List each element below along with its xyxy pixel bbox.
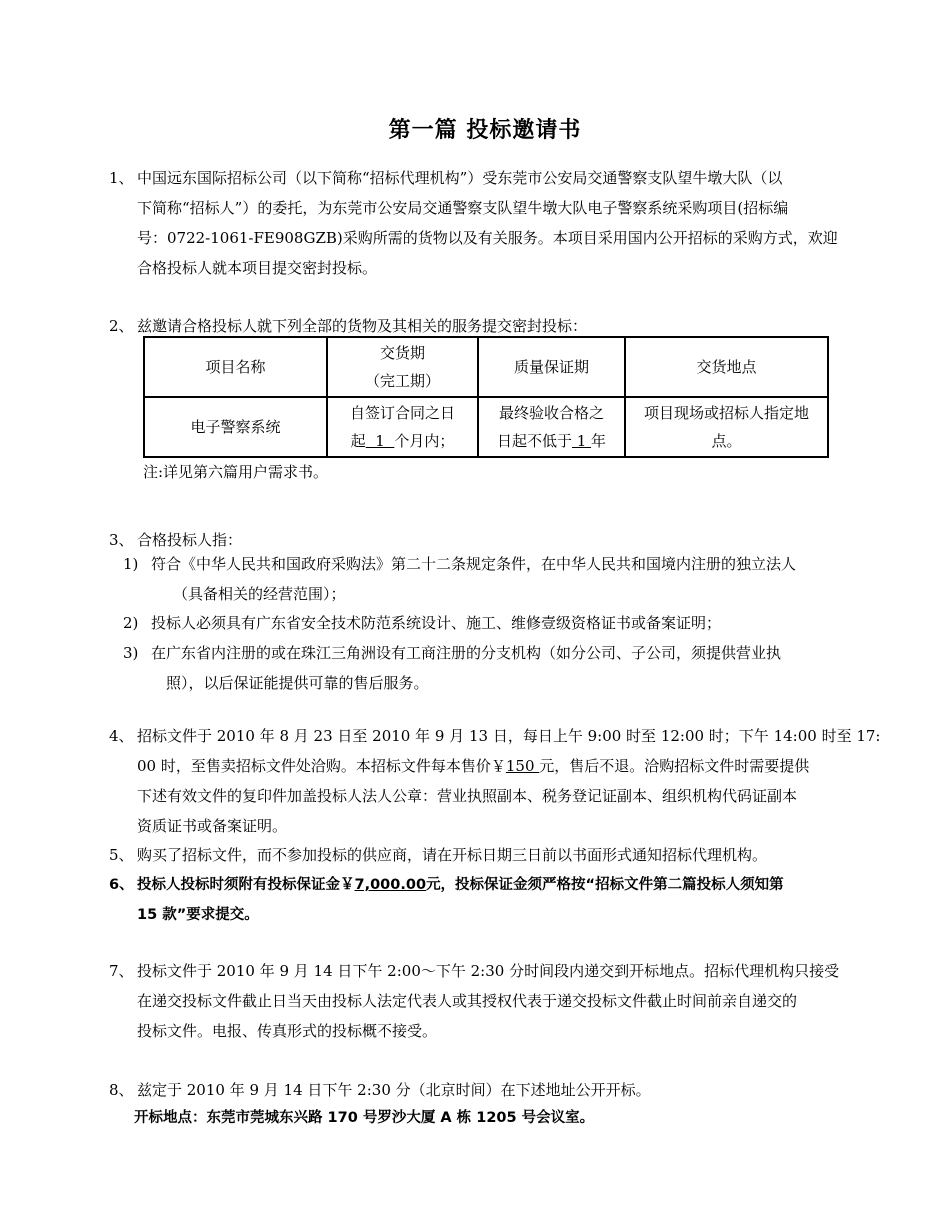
cell-text: 日起不低于 (496, 432, 572, 450)
venue-address: 开标地点：东莞市莞城东兴路 170 号罗沙大厦 A 栋 1205 号会议室。 (134, 1110, 595, 1126)
cell-text: 个月内； (394, 432, 455, 450)
cell-place (625, 397, 828, 457)
table-note: 注:详见第六篇用户需求书。 (143, 463, 329, 481)
text-line: 照），以后保证能提供可靠的售后服务。 (166, 674, 429, 692)
section-number: 2、 (109, 317, 134, 335)
text-line: 在递交投标文件截止日当天由投标人法定代表人或其授权代表于递交投标文件截止时间前亲自递交的 (137, 992, 798, 1010)
qualification-item-1 (123, 549, 796, 609)
cell-line: 最终验收合格之 (498, 404, 604, 422)
text-line (137, 751, 869, 781)
text-line: 中国远东国际招标公司（以下简称“招标代理机构”）受东莞市公安局交通警察支队望牛墩大队（以 (137, 169, 783, 187)
text-line: 合格投标人就本项目提交密封投标。 (137, 259, 378, 277)
text-line: 号：0722-1061-FE908GZB)采购所需的货物以及有关服务。本项目采用国内公开招标的采购方式，欢迎 (137, 229, 838, 247)
header-cell-warranty: 质量保证期 (478, 337, 625, 397)
text-run: 00 时，至售卖招标文件处洽购。本招标文件每本售价￥ (137, 757, 506, 775)
delivery-months-value: 1 (365, 432, 395, 450)
text-line: 在广东省内注册的或在珠江三角洲设有工商注册的分支机构（如分公司、子公司，须提供营业执 (151, 644, 782, 662)
text-line: 下述有效文件的复印件加盖投标人法人公章：营业执照副本、税务登记证副本、组织机构代码证副本 (137, 787, 798, 805)
header-cell-delivery (327, 337, 478, 397)
text-line: 合格投标人指： (137, 531, 243, 549)
header-line: （完工期） (364, 372, 440, 390)
table-row (144, 397, 828, 457)
text-line: 招标文件于 2010 年 8 月 23 日至 2010 年 9 月 13 日，每日上午 9:00 时至 12:00 时；下午 14:00 时至 17: (137, 727, 881, 745)
cell-text: 年 (591, 432, 607, 450)
cell-delivery (327, 397, 478, 457)
section-number: 7、 (109, 962, 134, 980)
item-number: 2) (123, 614, 139, 632)
section-5 (109, 840, 869, 870)
cell-line (479, 427, 624, 455)
section-number: 1、 (109, 169, 134, 187)
cell-name: 电子警察系统 (144, 397, 327, 457)
item-number: 1) (123, 555, 139, 573)
text-line: 兹定于 2010 年 9 月 14 日下午 2:30 分（北京时间）在下述地址公开开标。 (137, 1081, 651, 1099)
item-number: 3) (123, 644, 139, 662)
deposit-amount: 7,000.00 (354, 877, 427, 893)
section-8 (109, 1075, 869, 1105)
section-number: 8、 (109, 1081, 134, 1099)
header-line: 交货期 (379, 344, 425, 362)
qualification-item-2 (123, 608, 721, 638)
page-title: 第一篇 投标邀请书 (388, 118, 582, 143)
section-6 (109, 870, 869, 930)
text-line: 投标人必须具有广东省安全技术防范系统设计、施工、维修壹级资格证书或备案证明； (151, 614, 722, 632)
text-line: 下简称“招标人”）的委托，为东莞市公安局交通警察支队望牛墩大队电子警察系统采购项目(招标编 (137, 199, 789, 217)
section-7 (109, 956, 869, 1046)
cell-line (328, 427, 477, 455)
goods-table (143, 336, 829, 458)
header-cell-name: 项目名称 (144, 337, 327, 397)
text-run: 元，售后不退。洽购招标文件时需要提供 (539, 757, 810, 775)
warranty-years-value: 1 (571, 432, 592, 450)
section-number: 3、 (109, 531, 134, 549)
text-line: （具备相关的经营范围）； (173, 585, 346, 603)
text-line: 资质证书或备案证明。 (137, 817, 288, 835)
cell-text: 起 (350, 432, 366, 450)
section-1 (109, 163, 869, 283)
section-number: 5、 (109, 846, 134, 864)
text-line (137, 870, 869, 900)
price-value: 150 (505, 757, 540, 775)
header-cell-place: 交货地点 (625, 337, 828, 397)
cell-warranty (478, 397, 625, 457)
table-header-row (144, 337, 828, 397)
text-line: 15 款”要求提交。 (137, 907, 259, 923)
cell-line: 自签订合同之日 (349, 404, 455, 422)
section-number: 6、 (109, 877, 134, 893)
section-number: 4、 (109, 727, 134, 745)
cell-line: 项目现场或招标人指定地 (643, 404, 809, 422)
cell-line: 点。 (711, 432, 742, 450)
text-line: 购买了招标文件，而不参加投标的供应商，请在开标日期三日前以书面形式通知招标代理机构。 (137, 846, 768, 864)
section-4 (109, 721, 881, 841)
text-run: 投标人投标时须附有投标保证金￥ (137, 877, 355, 893)
qualification-item-3 (123, 638, 781, 698)
text-line: 符合《中华人民共和国政府采购法》第二十二条规定条件，在中华人民共和国境内注册的独立法人 (151, 555, 797, 573)
text-line: 投标文件于 2010 年 9 月 14 日下午 2:00～下午 2:30 分时间段内递交到开标地点。招标代理机构只接受 (137, 962, 840, 980)
text-run: 元，投标保证金须严格按“招标文件第二篇投标人须知第 (426, 877, 784, 893)
text-line: 投标文件。电报、传真形式的投标概不接受。 (137, 1022, 438, 1040)
text-line: 兹邀请合格投标人就下列全部的货物及其相关的服务提交密封投标： (137, 317, 588, 335)
